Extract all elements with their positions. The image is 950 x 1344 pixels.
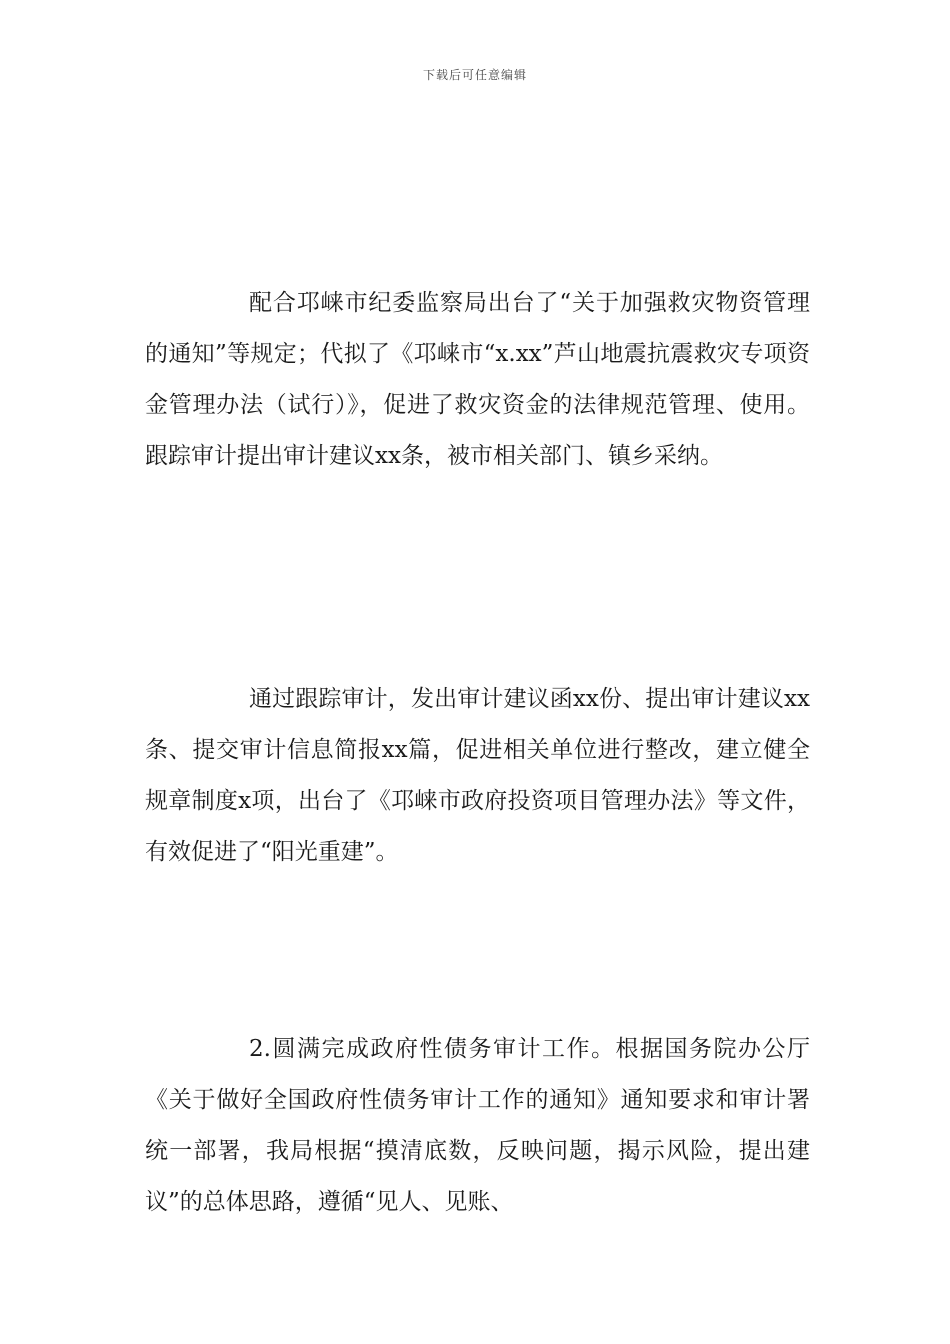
body-paragraph: 2.圆满完成政府性债务审计工作。根据国务院办公厅《关于做好全国政府性债务审计工作的通知》通知要求和审计署统一部署，我局根据“摸清底数，反映问题，揭示风险，提出建议”的总体思路，遵循“见人、见账、 — [145, 1036, 810, 1215]
page-header-note: 下载后可任意编辑 — [422, 68, 527, 82]
body-paragraph: 通过跟踪审计，发出审计建议函xx份、提出审计建议xx条、提交审计信息简报xx篇，促进相关单位进行整改，建立健全规章制度x项，出台了《邛崃市政府投资项目管理办法》等文件，有效促进了“阳光重建”。 — [145, 686, 810, 865]
body-paragraph: 配合邛崃市纪委监察局出台了“关于加强救灾物资管理的通知”等规定；代拟了《邛崃市“x.xx”芦山地震抗震救灾专项资金管理办法（试行）》，促进了救灾资金的法律规范管理、使用。跟踪审计提出审计建议xx条，被市相关部门、镇乡采纳。 — [145, 290, 810, 469]
